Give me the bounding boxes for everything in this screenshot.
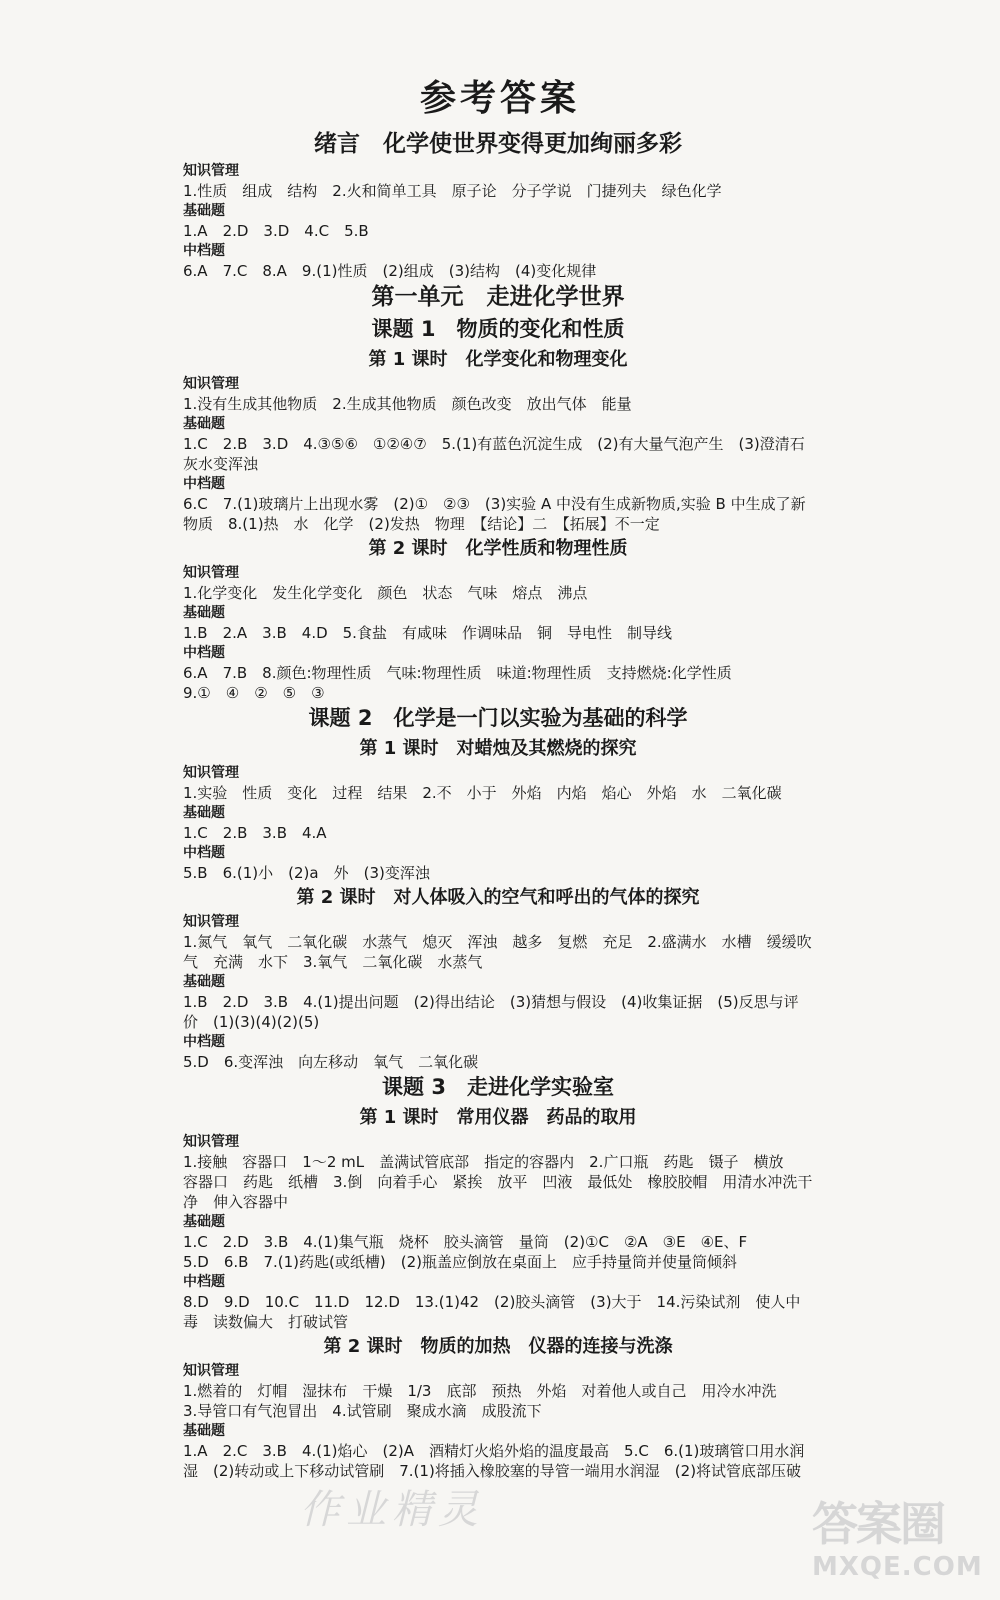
lesson-heading: 第 1 课时 常用仪器 药品的取用	[359, 1107, 637, 1128]
watermark-text: 作业精灵	[300, 1487, 484, 1533]
answer-line: 1.B 2.D 3.B 4.(1)提出问题 (2)得出结论 (3)猜想与假设 (4)收集证据 (5)反思与评价 (1)(3)(4)(2)(5)	[183, 993, 799, 1031]
section-label: 中档题	[183, 476, 225, 492]
section-label: 知识管理	[183, 565, 239, 581]
topic-heading: 课题 3 走进化学实验室	[382, 1075, 614, 1099]
section-label: 基础题	[183, 203, 225, 219]
page-title: 参考答案	[419, 78, 580, 119]
section-label: 中档题	[183, 1034, 225, 1050]
section-label: 中档题	[183, 1274, 225, 1290]
topic-heading: 课题 2 化学是一门以实验为基础的科学	[308, 706, 688, 730]
topic-heading: 课题 1 物质的变化和性质	[371, 317, 625, 341]
answer-line: 1.实验 性质 变化 过程 结果 2.不 小于 外焰 内焰 焰心 外焰 水 二氧化碳	[183, 784, 782, 802]
section-label: 基础题	[183, 1423, 225, 1439]
section-label: 知识管理	[183, 376, 239, 392]
answer-line: 1.没有生成其他物质 2.生成其他物质 颜色改变 放出气体 能量	[183, 395, 632, 413]
section-label: 中档题	[183, 645, 225, 661]
section-label: 基础题	[183, 1214, 225, 1230]
lesson-heading: 第 1 课时 化学变化和物理变化	[368, 349, 628, 370]
section-label: 基础题	[183, 605, 225, 621]
lesson-heading: 第 2 课时 对人体吸入的空气和呼出的气体的探究	[296, 887, 700, 908]
section-label: 中档题	[183, 845, 225, 861]
answer-content	[183, 128, 813, 1481]
answer-line: 1.化学变化 发生化学变化 颜色 状态 气味 熔点 沸点	[183, 584, 588, 602]
answer-line: 1.燃着的 灯帽 湿抹布 干燥 1/3 底部 预热 外焰 对着他人或自己 用冷水冲洗 3.导管口有气泡冒出 4.试管刷 聚成水滴 成股流下	[183, 1382, 777, 1420]
section-label: 基础题	[183, 805, 225, 821]
answer-line: 5.B 6.(1)小 (2)a 外 (3)变浑浊	[183, 864, 430, 882]
lesson-heading: 第 2 课时 化学性质和物理性质	[368, 538, 628, 559]
site-logo	[812, 1496, 982, 1588]
section-label: 知识管理	[183, 1363, 239, 1379]
answer-line: 6.A 7.B 8.颜色:物理性质 气味:物理性质 味道:物理性质 支持燃烧:化学性质 9.① ④ ② ⑤ ③	[183, 664, 732, 702]
answer-line: 8.D 9.D 10.C 11.D 12.D 13.(1)42 (2)胶头滴管 (3)大于 14.污染试剂 使人中毒 读数偏大 打破试管	[183, 1293, 801, 1331]
section-label: 知识管理	[183, 1134, 239, 1150]
answer-line: 6.A 7.C 8.A 9.(1)性质 (2)组成 (3)结构 (4)变化规律	[183, 262, 597, 280]
answer-line: 5.D 6.变浑浊 向左移动 氧气 二氧化碳	[183, 1053, 479, 1071]
section-label: 基础题	[183, 974, 225, 990]
lesson-heading: 第 1 课时 对蜡烛及其燃烧的探究	[359, 738, 637, 759]
logo-main-text: 答案圈	[812, 1497, 944, 1551]
section-label: 基础题	[183, 416, 225, 432]
answer-line: 1.B 2.A 3.B 4.D 5.食盐 有咸味 作调味品 铜 导电性 制导线	[183, 624, 672, 642]
answer-line: 6.C 7.(1)玻璃片上出现水雾 (2)① ②③ (3)实验 A 中没有生成新物质,实验 B 中生成了新物质 8.(1)热 水 化学 (2)发热 物理 【结论】二 【拓展】不一定	[183, 495, 806, 533]
section-label: 知识管理	[183, 163, 239, 179]
section-label: 中档题	[183, 243, 225, 259]
answer-line: 1.性质 组成 结构 2.火和简单工具 原子论 分子学说 门捷列夫 绿色化学	[183, 182, 722, 200]
answer-line: 1.C 2.B 3.D 4.③⑤⑥ ①②④⑦ 5.(1)有蓝色沉淀生成 (2)有大量气泡产生 (3)澄清石灰水变浑浊	[183, 435, 805, 473]
answer-line: 1.A 2.D 3.D 4.C 5.B	[183, 222, 369, 240]
answer-line: 1.氮气 氧气 二氧化碳 水蒸气 熄灭 浑浊 越多 复燃 充足 2.盛满水 水槽 缓缓吹气 充满 水下 3.氧气 二氧化碳 水蒸气	[183, 933, 812, 971]
section-label: 知识管理	[183, 914, 239, 930]
answer-line: 1.C 2.B 3.B 4.A	[183, 824, 327, 842]
answer-line: 1.接触 容器口 1～2 mL 盖满试管底部 指定的容器内 2.广口瓶 药匙 镊子 横放 容器口 药匙 纸槽 3.倒 向着手心 紧挨 放平 凹液 最低处 橡胶胶帽 用清水冲洗干净 伸入容器中	[183, 1153, 813, 1211]
answer-line: 1.C 2.D 3.B 4.(1)集气瓶 烧杯 胶头滴管 量筒 (2)①C ②A ③E ④E、F 5.D 6.B 7.(1)药匙(或纸槽) (2)瓶盖应倒放在桌面上 应手持量筒并使量筒倾斜	[183, 1233, 748, 1271]
logo-url-text: MXQE.COM	[812, 1552, 983, 1582]
unit-heading: 第一单元 走进化学世界	[371, 284, 625, 310]
section-label: 知识管理	[183, 765, 239, 781]
unit-heading: 绪言 化学使世界变得更加绚丽多彩	[314, 131, 682, 157]
answer-line: 1.A 2.C 3.B 4.(1)焰心 (2)A 酒精灯火焰外焰的温度最高 5.C 6.(1)玻璃管口用水润湿 (2)转动或上下移动试管刷 7.(1)将插入橡胶塞的导管一端用水润湿 (2)将试管底部压破	[183, 1442, 805, 1480]
lesson-heading: 第 2 课时 物质的加热 仪器的连接与洗涤	[323, 1336, 673, 1357]
